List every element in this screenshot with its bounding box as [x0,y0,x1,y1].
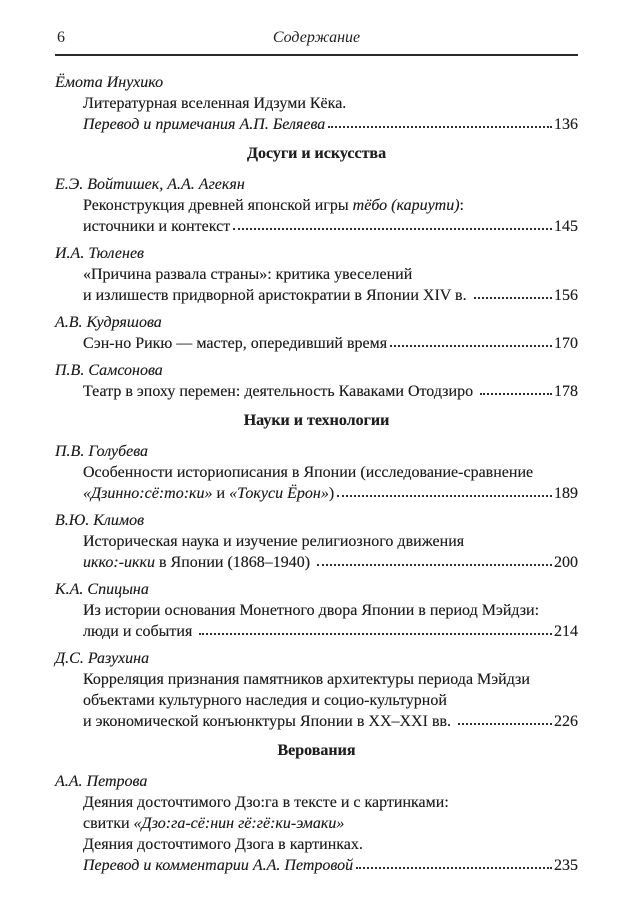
dot-leader [458,723,552,725]
entry-title-line [55,600,578,621]
entry-title-text: Перевод и комментарии А.А. Петровой [83,857,354,874]
entry-author: В.Ю. Климов [55,512,145,529]
entry-author: К.А. Спицына [55,581,149,598]
entry-title-line [55,93,578,114]
dot-leader [480,393,552,395]
entry-title-line [55,834,578,855]
toc-entry [55,312,578,354]
entry-title-line [55,381,578,402]
entry-title-text: объектами культурного наследия и социо-культурной [83,692,447,709]
entry-title-text: Из истории основания Монетного двора Японии в период Мэйдзи: [83,602,540,619]
entry-title-text: Деяния досточтимого Дзо:га в тексте и с картинками: [83,794,449,811]
entry-title-text: источники и контекст [83,218,231,235]
entry-title-line [55,813,578,834]
entry-page-number: 226 [554,713,578,730]
page-number-folio: 6 [57,29,65,46]
entry-title-line [55,195,578,216]
entry-title-line [55,531,578,552]
entry-title-text: Корреляция признания памятников архитектуры периода Мэйдзи [83,671,530,688]
entry-title-text: Сэн-но Рикю — мастер, опередивший время [83,335,388,352]
entry-author: Е.Э. Войтишек, А.А. Агекян [55,176,245,193]
entry-title-text: Историческая наука и изучение религиозного движения [83,533,465,550]
entry-title-text: «Причина развала страны»: критика увеселений [83,266,413,283]
entry-title-line [55,669,578,690]
dot-leader [199,633,552,635]
section-heading: Науки и технологии [243,412,390,429]
entry-title-line [55,690,578,711]
entry-author: Д.С. Разухина [55,650,150,667]
entry-title-line [55,264,578,285]
entry-title-line [55,285,578,306]
entry-title-line [55,483,578,504]
toc-entry [55,579,578,642]
toc [55,72,578,876]
toc-entry [55,441,578,504]
running-head-title: Содержание [272,29,361,46]
entry-page-number: 214 [554,623,578,640]
toc-entry [55,510,578,573]
entry-page-number: 235 [554,857,578,874]
entry-title-text: люди и события [83,623,197,640]
entry-title-line [55,792,578,813]
entry-page-number: 170 [554,335,578,352]
entry-author: И.А. Тюленев [55,245,144,262]
section-heading: Досуги и искусства [246,145,387,162]
entry-title-text: Реконструкция древней японской игры тёбо (кариути): [83,197,464,214]
dot-leader [390,345,552,347]
dot-leader [474,297,552,299]
toc-entry [55,360,578,402]
entry-title-line [55,711,578,732]
dot-leader [356,867,552,869]
entry-title-text: Театр в эпоху перемен: деятельность Каваками Отодзиро [83,383,478,400]
entry-title-line [55,216,578,237]
entry-author: А.В. Кудряшова [55,314,162,331]
toc-entry [55,174,578,237]
dot-leader [337,495,552,497]
entry-title-text: Литературная вселенная Идзуми Кёка. [83,95,347,112]
entry-title-line [55,855,578,876]
entry-title-text: «Дзинно:сё:то:ки» и «Токуси Ёрон») [83,485,335,502]
entry-page-number: 156 [554,287,578,304]
entry-title-text: Перевод и примечания А.П. Беляева [83,116,326,133]
entry-title-text: и излишеств придворной аристократии в Японии XIV в. [83,287,471,304]
entry-author: Ёмота Инухико [55,74,164,91]
entry-title-line [55,462,578,483]
entry-author: П.В. Самсонова [55,362,163,379]
entry-author: А.А. Петрова [55,773,148,790]
dot-leader [233,228,552,230]
entry-title-text: и экономической конъюнктуры Японии в XX–XXI вв. [83,713,456,730]
entry-title-line [55,621,578,642]
toc-entry [55,72,578,135]
section-heading: Верования [277,742,356,759]
dot-leader [328,126,552,128]
entry-title-line [55,552,578,573]
entry-page-number: 145 [554,218,578,235]
entry-title-text: Деяния досточтимого Дзога в картинках. [83,836,363,853]
entry-title-line [55,333,578,354]
dot-leader [317,564,552,566]
toc-entry [55,243,578,306]
entry-title-line [55,114,578,135]
entry-title-text: свитки «Дзо:га-сё:нин гё:гё:ки-эмаки» [83,815,345,832]
entry-page-number: 178 [554,383,578,400]
toc-entry [55,648,578,732]
running-head [55,27,578,56]
entry-page-number: 136 [554,116,578,133]
entry-title-text: Особенности историописания в Японии (исследование-сравнение [83,464,534,481]
toc-entry [55,771,578,876]
entry-page-number: 200 [554,554,578,571]
entry-title-text: икко:-икки в Японии (1868–1940) [83,554,315,571]
entry-author: П.В. Голубева [55,443,149,460]
entry-page-number: 189 [554,485,578,502]
